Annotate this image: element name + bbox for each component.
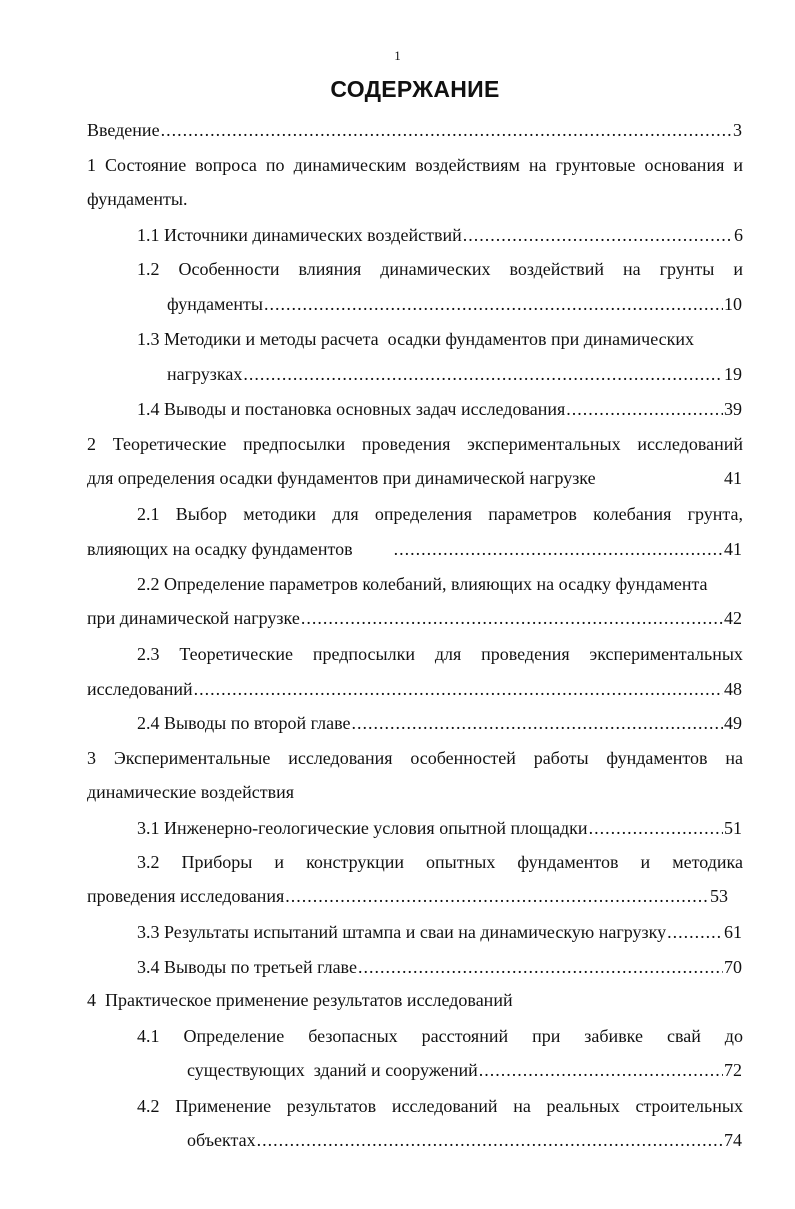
toc-chapter-1-line1[interactable]	[87, 153, 743, 177]
toc-page-number: 70	[724, 957, 742, 977]
dot-leader	[243, 362, 723, 386]
toc-word: экспериментальных	[589, 644, 743, 664]
toc-chapter-3-line1[interactable]	[87, 746, 743, 770]
toc-chapter-2-line1[interactable]	[87, 432, 743, 456]
toc-page-number: 19	[724, 364, 742, 384]
toc-entry-1-3-line1[interactable]: 1.3 Методики и методы расчета осадки фундаментов при динамических	[137, 329, 695, 349]
toc-page-number: 41	[724, 468, 742, 488]
toc-word: 1	[87, 155, 96, 175]
toc-word: проведения	[361, 434, 451, 454]
toc-word: Выбор	[175, 504, 228, 524]
toc-entry-4-1-line2[interactable]	[187, 1058, 742, 1082]
toc-page-number: 53	[710, 886, 728, 906]
toc-entry-1-1[interactable]	[137, 223, 743, 247]
toc-chapter-2-line2[interactable]	[87, 466, 742, 490]
toc-entry-text: для определения осадки фундаментов при динамической нагрузке	[87, 468, 596, 488]
toc-word: и	[640, 852, 651, 872]
toc-word: 4.2	[137, 1096, 160, 1116]
toc-page-number: 49	[724, 713, 742, 733]
toc-word: Применение	[175, 1096, 272, 1116]
toc-page-number: 39	[724, 399, 742, 419]
page-number: 1	[394, 48, 401, 63]
toc-page-number: 48	[724, 679, 742, 699]
toc-word: для	[434, 644, 462, 664]
toc-word: для	[332, 504, 359, 524]
dot-leader	[194, 677, 723, 701]
toc-word: Теоретические	[112, 434, 227, 454]
toc-entry-4-2-line1[interactable]	[137, 1094, 743, 1118]
toc-entry-2-1-line1[interactable]	[137, 502, 743, 526]
dot-leader	[463, 223, 733, 247]
toc-entry-2-3-line2[interactable]	[87, 677, 742, 701]
toc-word: на	[623, 259, 641, 279]
toc-word: методика	[672, 852, 743, 872]
toc-entry-2-2-line2[interactable]	[87, 606, 742, 630]
toc-entry-3-2-line2[interactable]	[87, 884, 728, 908]
dot-leader	[161, 118, 732, 142]
toc-word: и	[733, 259, 743, 279]
toc-entry-1-3-line2[interactable]	[167, 362, 742, 386]
toc-page-number: 10	[724, 294, 742, 314]
toc-entry-3-2-line1[interactable]	[137, 850, 743, 874]
toc-word: проведения	[481, 644, 570, 664]
toc-word: исследований	[391, 1096, 498, 1116]
toc-entry-text: существующих зданий и сооружений	[187, 1060, 478, 1080]
dot-leader	[257, 1128, 723, 1152]
toc-entry-text: при динамической нагрузке	[87, 608, 300, 628]
toc-entry-2-2-line1[interactable]: 2.2 Определение параметров колебаний, влияющих на осадку фундамента	[137, 574, 708, 594]
toc-page-number: 74	[724, 1130, 742, 1150]
toc-entry-text: Введение	[87, 120, 160, 140]
toc-page-number: 51	[724, 818, 742, 838]
toc-entry-3-3[interactable]	[137, 920, 742, 944]
dot-leader	[566, 397, 723, 421]
toc-word: Приборы	[181, 852, 253, 872]
toc-word: 1.2	[137, 259, 160, 279]
toc-word: свай	[666, 1026, 701, 1046]
toc-entry-3-1[interactable]	[137, 816, 742, 840]
toc-word: работы	[533, 748, 589, 768]
toc-word: экспериментальных	[467, 434, 621, 454]
toc-word: забивке	[584, 1026, 643, 1046]
toc-entry-text: проведения исследования	[87, 886, 285, 906]
toc-chapter-3-line2: динамические воздействия	[87, 782, 294, 802]
toc-word: при	[532, 1026, 561, 1046]
toc-word: методики	[243, 504, 316, 524]
toc-entry-text: 1.1 Источники динамических воздействий	[137, 225, 462, 245]
toc-chapter-4[interactable]: 4 Практическое применение результатов исследований	[87, 990, 513, 1010]
dot-leader	[301, 606, 723, 630]
toc-page-number: 3	[733, 120, 742, 140]
toc-word: 2.1	[137, 504, 160, 524]
toc-entry-text: фундаменты	[167, 294, 263, 314]
toc-word: 2.3	[137, 644, 160, 664]
toc-entry-text: нагрузках	[167, 364, 243, 384]
dot-leader	[264, 292, 723, 316]
toc-word: воздействий	[509, 259, 605, 279]
toc-entry-2-3-line1[interactable]	[137, 642, 743, 666]
toc-word: конструкции	[306, 852, 405, 872]
toc-word: Экспериментальные	[113, 748, 271, 768]
toc-word: 4.1	[137, 1026, 160, 1046]
toc-entry-1-2-line2[interactable]	[167, 292, 742, 316]
toc-word: особенностей	[410, 748, 516, 768]
toc-entry-intro[interactable]	[87, 118, 742, 142]
toc-word: и	[733, 155, 743, 175]
toc-word: результатов	[286, 1096, 377, 1116]
dot-leader	[394, 537, 723, 561]
toc-entry-text: исследований	[87, 679, 193, 699]
toc-entry-text: 3.1 Инженерно-геологические условия опытной площадки	[137, 818, 588, 838]
toc-entry-text: объектах	[187, 1130, 256, 1150]
dot-leader	[479, 1058, 723, 1082]
toc-page-number: 41	[724, 539, 742, 559]
toc-word: воздействиям	[415, 155, 520, 175]
toc-word: вопроса	[195, 155, 257, 175]
toc-word: 3	[87, 748, 96, 768]
dot-leader	[285, 884, 709, 908]
toc-page-number: 6	[734, 225, 743, 245]
toc-word: Определение	[183, 1026, 285, 1046]
toc-word: до	[724, 1026, 743, 1046]
toc-word: на	[513, 1096, 531, 1116]
toc-word: определения	[374, 504, 472, 524]
toc-word: динамических	[380, 259, 491, 279]
toc-word: динамическим	[293, 155, 407, 175]
toc-word: на	[725, 748, 743, 768]
toc-word: параметров	[488, 504, 577, 524]
toc-page-number: 72	[724, 1060, 742, 1080]
toc-word: грунты	[659, 259, 715, 279]
dot-leader	[351, 711, 723, 735]
toc-word: безопасных	[308, 1026, 398, 1046]
toc-entry-1-2-line1[interactable]	[137, 257, 743, 281]
toc-entry-4-2-line2[interactable]	[187, 1128, 742, 1152]
toc-entry-3-4[interactable]	[137, 955, 742, 979]
toc-word: расстояний	[421, 1026, 509, 1046]
toc-word: опытных	[426, 852, 496, 872]
dot-leader	[667, 920, 723, 944]
toc-word: Состояние	[105, 155, 187, 175]
dot-leader	[589, 816, 723, 840]
toc-word: грунтовые	[555, 155, 636, 175]
toc-word: Теоретические	[179, 644, 294, 664]
toc-word: 3.2	[137, 852, 160, 872]
toc-word: Особенности	[178, 259, 280, 279]
page-title: СОДЕРЖАНИЕ	[330, 76, 500, 102]
toc-word: фундаментов	[517, 852, 619, 872]
toc-word: по	[265, 155, 285, 175]
toc-word: предпосылки	[312, 644, 415, 664]
dot-leader	[358, 955, 723, 979]
toc-entry-4-1-line1[interactable]	[137, 1024, 743, 1048]
toc-chapter-1-line2: фундаменты.	[87, 189, 188, 209]
toc-word: исследований	[637, 434, 743, 454]
toc-entry-text: влияющих на осадку фундаментов	[87, 539, 353, 559]
toc-entry-text: 1.4 Выводы и постановка основных задач исследования	[137, 399, 566, 419]
toc-entry-2-4[interactable]	[137, 711, 742, 735]
toc-entry-text: 3.3 Результаты испытаний штампа и сваи на динамическую нагрузку	[137, 922, 667, 942]
toc-word: влияния	[298, 259, 362, 279]
toc-word: основания	[644, 155, 725, 175]
toc-word: на	[528, 155, 547, 175]
toc-entry-text: 2.4 Выводы по второй главе	[137, 713, 351, 733]
toc-word: колебания	[593, 504, 672, 524]
toc-word: строительных	[635, 1096, 743, 1116]
toc-page-number: 61	[724, 922, 742, 942]
toc-word: реальных	[546, 1096, 620, 1116]
toc-word: фундаментов	[606, 748, 708, 768]
toc-page-number: 42	[724, 608, 742, 628]
toc-entry-1-4[interactable]	[137, 397, 742, 421]
toc-entry-2-1-line2[interactable]	[87, 537, 742, 561]
toc-entry-text: 3.4 Выводы по третьей главе	[137, 957, 357, 977]
toc-word: грунта,	[687, 504, 743, 524]
toc-word: и	[274, 852, 285, 872]
toc-word: 2	[87, 434, 96, 454]
toc-word: предпосылки	[243, 434, 346, 454]
toc-word: исследования	[288, 748, 393, 768]
